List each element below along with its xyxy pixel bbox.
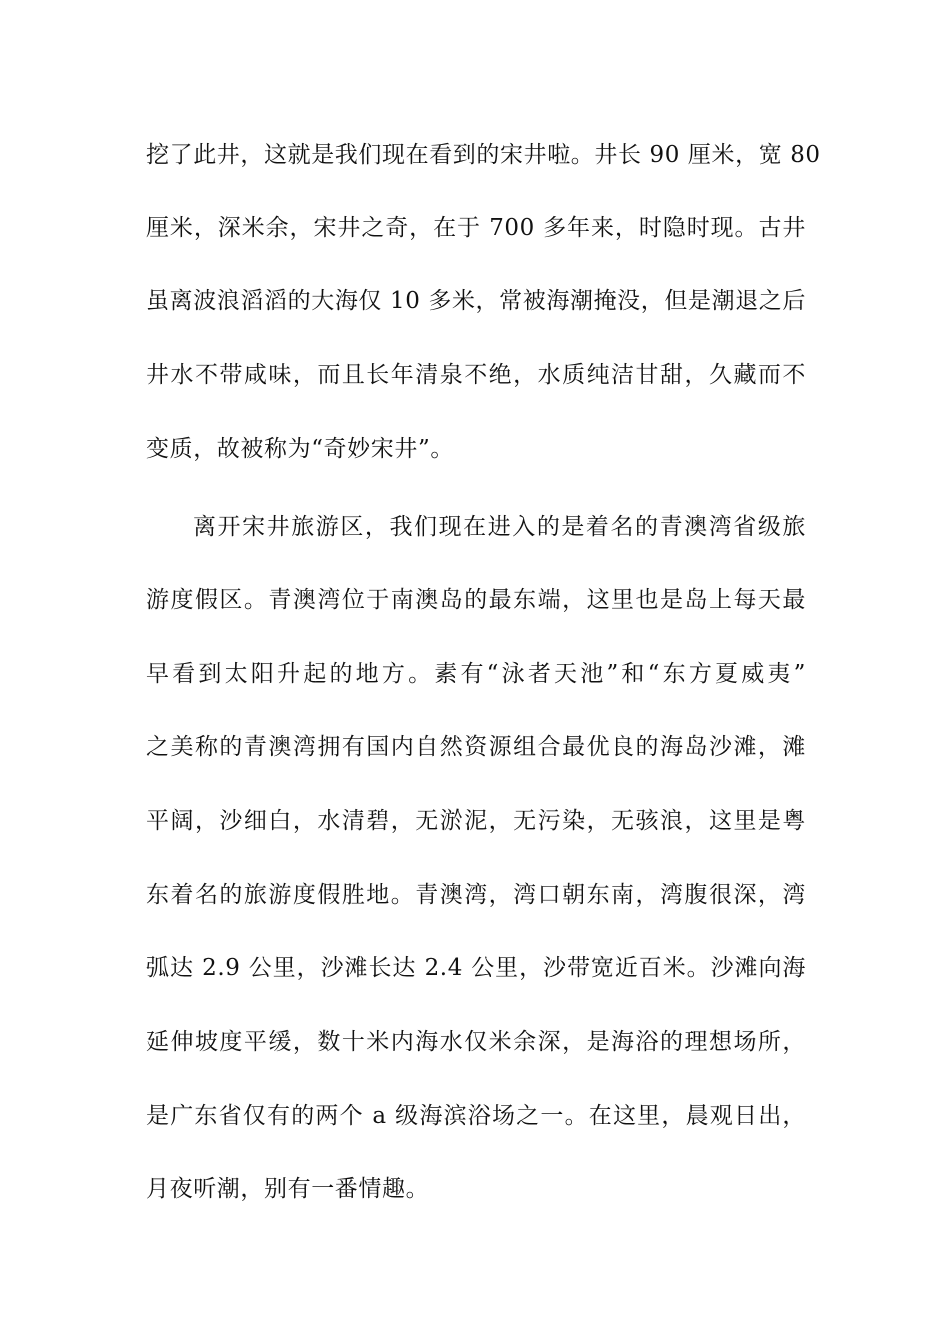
text-line: 是广东省仅有的两个 a 级海滨浴场之一。在这里，晨观日出， <box>146 1103 806 1129</box>
text-line: 井水不带咸味，而且长年清泉不绝，水质纯洁甘甜，久藏而不 <box>146 362 806 388</box>
text-line: 之美称的青澳湾拥有国内自然资源组合最优良的海岛沙滩，滩 <box>146 734 806 760</box>
text-line: 变质，故被称为“奇妙宋井”。 <box>146 436 454 462</box>
text-line: 平阔，沙细白，水清碧，无淤泥，无污染，无骇浪，这里是粤 <box>146 808 806 834</box>
text-line: 离开宋井旅游区，我们现在进入的是着名的青澳湾省级旅 <box>193 514 806 540</box>
text-line: 弧达 2.9 公里，沙滩长达 2.4 公里，沙带宽近百米。沙滩向海 <box>146 955 806 981</box>
text-line: 月夜听潮，别有一番情趣。 <box>146 1176 430 1202</box>
text-line: 早看到太阳升起的地方。素有“泳者天池”和“东方夏威夷” <box>146 661 806 687</box>
text-line: 东着名的旅游度假胜地。青澳湾，湾口朝东南，湾腹很深，湾 <box>146 882 806 908</box>
text-line: 虽离波浪滔滔的大海仅 10 多米，常被海潮掩没，但是潮退之后 <box>146 288 806 314</box>
text-line: 挖了此井，这就是我们现在看到的宋井啦。井长 90 厘米，宽 80 <box>146 142 821 168</box>
text-line: 延伸坡度平缓，数十米内海水仅米余深，是海浴的理想场所， <box>146 1029 806 1055</box>
text-line: 厘米，深米余，宋井之奇，在于 700 多年来，时隐时现。古井 <box>146 215 806 241</box>
text-line: 游度假区。青澳湾位于南澳岛的最东端，这里也是岛上每天最 <box>146 587 806 613</box>
